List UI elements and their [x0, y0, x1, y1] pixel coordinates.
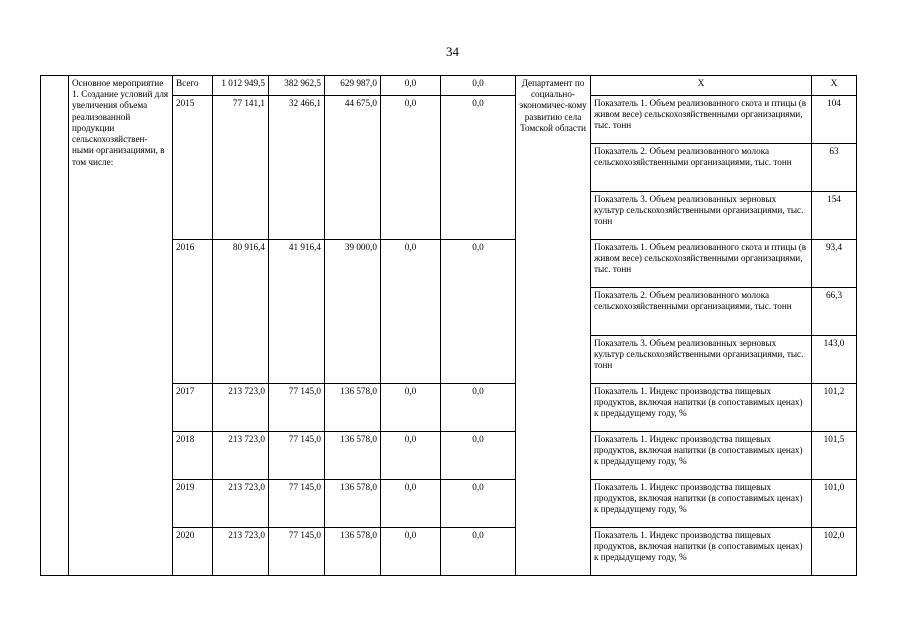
regional-cell: 39 000,0: [325, 240, 381, 384]
indicator-text-cell: Показатель 1. Индекс производства пищевых продуктов, включая напитки (в сопоставимых ценах) к предыдущему году, %: [591, 480, 812, 528]
indicator-value-cell: 101,5: [812, 432, 857, 480]
local-cell: 0,0: [381, 96, 441, 240]
indicator-value-cell: 101,2: [812, 384, 857, 432]
year-cell: 2018: [173, 432, 213, 480]
local-cell: 0,0: [381, 384, 441, 432]
extra-budget-cell: 0,0: [441, 240, 516, 384]
federal-cell: 77 145,0: [269, 432, 325, 480]
local-cell: 0,0: [381, 528, 441, 576]
indicator-value-cell: 63: [812, 144, 857, 192]
total-cell: 213 723,0: [213, 432, 269, 480]
indicator-value-cell: 101,0: [812, 480, 857, 528]
regional-cell: 136 578,0: [325, 480, 381, 528]
indicator-text-cell: Показатель 2. Объем реализованного молока сельскохозяйственными организациями, тыс. тонн: [591, 288, 812, 336]
federal-cell: 41 916,4: [269, 240, 325, 384]
indicator-value-cell: 93,4: [812, 240, 857, 288]
indicator-value-cell: Х: [812, 76, 857, 96]
regional-cell: 44 675,0: [325, 96, 381, 240]
local-cell: 0,0: [381, 240, 441, 384]
local-cell: 0,0: [381, 76, 441, 96]
federal-cell: 77 145,0: [269, 528, 325, 576]
program-table: [40, 75, 857, 576]
extra-budget-cell: 0,0: [441, 432, 516, 480]
total-cell: 213 723,0: [213, 480, 269, 528]
indicator-value-cell: 143,0: [812, 336, 857, 384]
year-cell: 2016: [173, 240, 213, 384]
indicator-text-cell: Показатель 2. Объем реализованного молока сельскохозяйственными организациями, тыс. тонн: [591, 144, 812, 192]
indicator-value-cell: 102,0: [812, 528, 857, 576]
extra-budget-cell: 0,0: [441, 76, 516, 96]
indicator-value-cell: 154: [812, 192, 857, 240]
indicator-text-cell: Х: [591, 76, 812, 96]
row-number-cell: [41, 76, 69, 576]
local-cell: 0,0: [381, 432, 441, 480]
extra-budget-cell: 0,0: [441, 528, 516, 576]
total-cell: 213 723,0: [213, 384, 269, 432]
federal-cell: 382 962,5: [269, 76, 325, 96]
year-cell: 2020: [173, 528, 213, 576]
table-body: [41, 76, 857, 576]
extra-budget-cell: 0,0: [441, 480, 516, 528]
regional-cell: 136 578,0: [325, 528, 381, 576]
local-cell: 0,0: [381, 480, 441, 528]
total-cell: 77 141,1: [213, 96, 269, 240]
federal-cell: 32 466,1: [269, 96, 325, 240]
total-cell: 213 723,0: [213, 528, 269, 576]
indicator-text-cell: Показатель 3. Объем реализованных зерновых культур сельскохозяйственными организациями, тыс. тонн: [591, 192, 812, 240]
indicator-text-cell: Показатель 1. Индекс производства пищевых продуктов, включая напитки (в сопоставимых ценах) к предыдущему году, %: [591, 384, 812, 432]
indicator-value-cell: 104: [812, 96, 857, 144]
indicator-text-cell: Показатель 1. Индекс производства пищевых продуктов, включая напитки (в сопоставимых ценах) к предыдущему году, %: [591, 528, 812, 576]
regional-cell: 136 578,0: [325, 384, 381, 432]
total-cell: 80 916,4: [213, 240, 269, 384]
year-cell: 2017: [173, 384, 213, 432]
indicator-text-cell: Показатель 3. Объем реализованных зерновых культур сельскохозяйственными организациями, тыс. тонн: [591, 336, 812, 384]
department-cell: Департамент по социально-экономичес-кому развитию села Томской области: [516, 76, 591, 576]
indicator-text-cell: Показатель 1. Индекс производства пищевых продуктов, включая напитки (в сопоставимых ценах) к предыдущему году, %: [591, 432, 812, 480]
indicator-value-cell: 66,3: [812, 288, 857, 336]
extra-budget-cell: 0,0: [441, 96, 516, 240]
year-cell: Всего: [173, 76, 213, 96]
event-name-cell: Основное мероприятие 1. Создание условий для увеличения объема реализованной продукции сельскохозяйствен-ными организациями, в том числе:: [69, 76, 173, 576]
federal-cell: 77 145,0: [269, 384, 325, 432]
federal-cell: 77 145,0: [269, 480, 325, 528]
page-number: 34: [446, 44, 459, 59]
total-cell: 1 012 949,5: [213, 76, 269, 96]
extra-budget-cell: 0,0: [441, 384, 516, 432]
indicator-text-cell: Показатель 1. Объем реализованного скота и птицы (в живом весе) сельскохозяйственными организациями, тыс. тонн: [591, 96, 812, 144]
indicator-text-cell: Показатель 1. Объем реализованного скота и птицы (в живом весе) сельскохозяйственными организациями, тыс. тонн: [591, 240, 812, 288]
regional-cell: 629 987,0: [325, 76, 381, 96]
table-row: [41, 76, 857, 96]
year-cell: 2019: [173, 480, 213, 528]
regional-cell: 136 578,0: [325, 432, 381, 480]
year-cell: 2015: [173, 96, 213, 240]
